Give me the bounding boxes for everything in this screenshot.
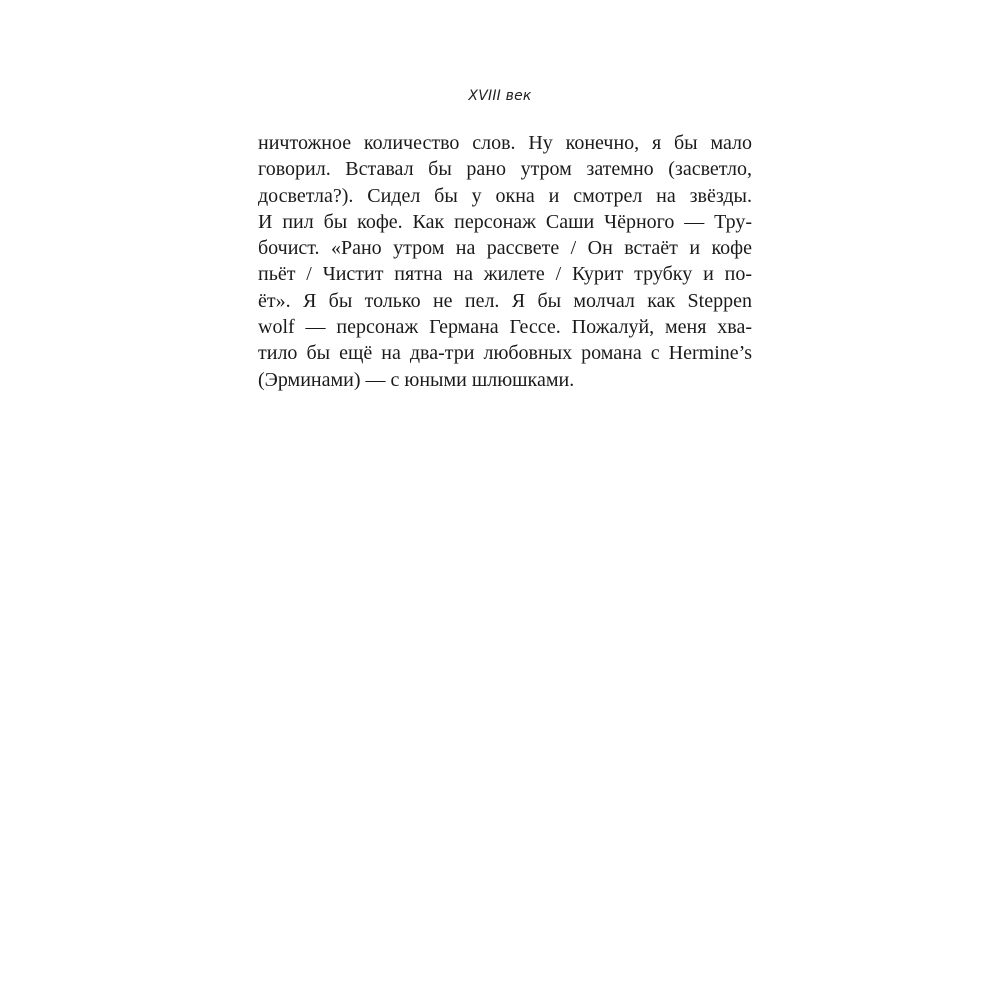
text-line: ёт». Я бы только не пел. Я бы молчал как Steppen (258, 289, 752, 312)
text-line: И пил бы кофе. Как персонаж Саши Чёрного — Тру- (258, 210, 752, 233)
text-line: ничтожное количество слов. Ну конечно, я бы мало (258, 132, 752, 154)
text-line: тило бы ещё на два-три любовных романа с Hermine’s (258, 342, 752, 365)
running-head: XVIII век (468, 88, 532, 104)
text-line: пьёт / Чистит пятна на жилете / Курит трубку и по- (258, 263, 752, 286)
text-line: говорил. Вставал бы рано утром затемно (засветло, (258, 158, 752, 181)
text-line: (Эрминами) — с юными шлюшками. (258, 368, 575, 391)
text-line: досветла?). Сидел бы у окна и смотрел на звёзды. (258, 184, 752, 207)
text-line: wolf — персонаж Германа Гессе. Пожалуй, меня хва- (258, 316, 752, 339)
body-paragraph (258, 130, 752, 393)
text-line: бочист. «Рано утром на рассвете / Он встаёт и кофе (258, 237, 752, 260)
